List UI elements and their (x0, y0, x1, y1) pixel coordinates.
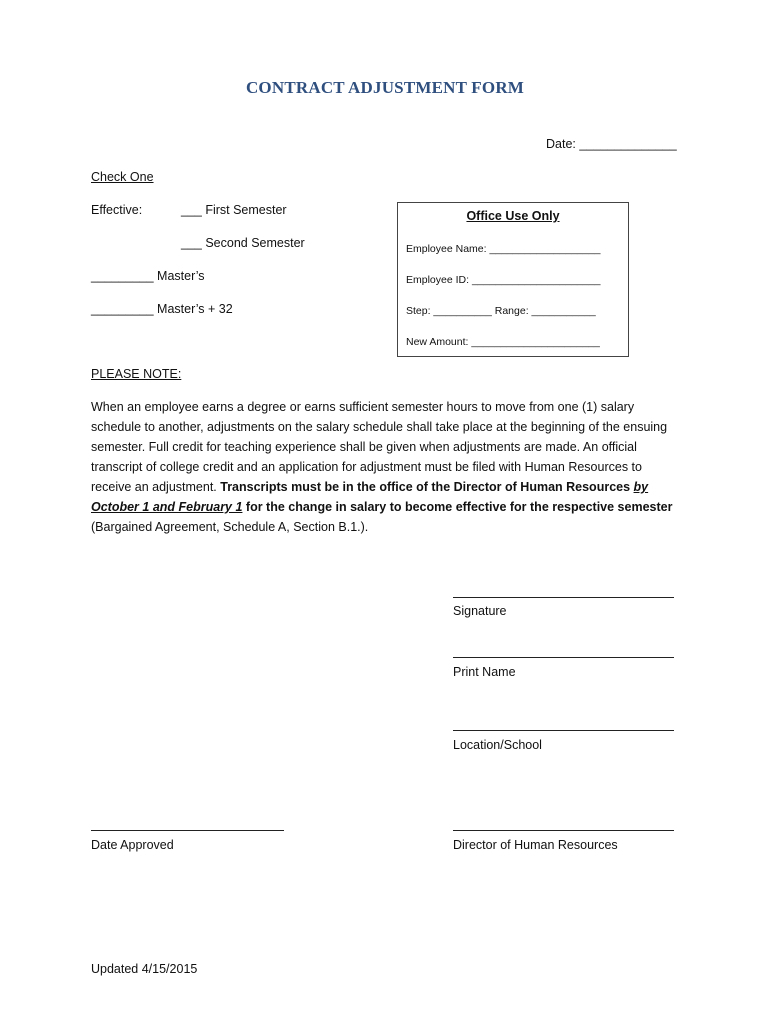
note-line: When an employee earns a degree or earns sufficient semester hours to move from one (1) salary (91, 400, 635, 414)
note-line (91, 497, 691, 517)
signature-label: Signature (453, 604, 507, 618)
director-label: Director of Human Resources (453, 838, 618, 852)
second-semester-option[interactable]: ___ Second Semester (181, 236, 305, 250)
note-bold-text: for the change in salary to become effective for the respective semester (242, 500, 673, 514)
employee-name-field[interactable]: Employee Name: ___________________ (406, 243, 601, 255)
office-use-box (397, 202, 629, 357)
note-paragraph (91, 397, 691, 537)
director-signature-line[interactable] (453, 830, 674, 831)
print-name-line[interactable] (453, 657, 674, 658)
date-approved-label: Date Approved (91, 838, 174, 852)
note-deadline-dates: October 1 and February 1 (91, 500, 243, 514)
note-bold-text: Transcripts must be in the office of the Director of Human Resources (220, 480, 634, 494)
note-line: schedule to another, adjustments on the salary schedule shall take place at the beginning of the ensuing (91, 420, 668, 434)
location-school-label: Location/School (453, 738, 542, 752)
date-field[interactable]: Date: ______________ (546, 137, 677, 151)
employee-id-field[interactable]: Employee ID: ______________________ (406, 274, 601, 286)
location-school-line[interactable] (453, 730, 674, 731)
note-text: receive an adjustment. (91, 480, 221, 494)
note-line: transcript of college credit and an application for adjustment must be filed with Human Resources to (91, 460, 642, 474)
first-semester-option[interactable]: ___ First Semester (181, 203, 287, 217)
office-use-title: Office Use Only (466, 209, 560, 223)
note-line (91, 477, 691, 497)
effective-label: Effective: (91, 203, 143, 217)
check-one-heading: Check One (91, 170, 154, 184)
note-line: semester. Full credit for teaching experience shall be given when adjustments are made. An official (91, 440, 637, 454)
signature-line[interactable] (453, 597, 674, 598)
new-amount-field[interactable]: New Amount: ______________________ (406, 336, 600, 348)
step-range-field[interactable]: Step: __________ Range: ___________ (406, 305, 596, 317)
updated-footer: Updated 4/15/2015 (91, 962, 198, 976)
print-name-label: Print Name (453, 665, 516, 679)
note-deadline-text: by (633, 480, 649, 494)
masters-plus-32-option[interactable]: _________ Master’s + 32 (91, 302, 233, 316)
form-title: CONTRACT ADJUSTMENT FORM (245, 78, 525, 97)
date-approved-line[interactable] (91, 830, 284, 831)
please-note-heading: PLEASE NOTE: (91, 367, 182, 381)
note-line: (Bargained Agreement, Schedule A, Section B.1.). (91, 520, 369, 534)
masters-option[interactable]: _________ Master’s (91, 269, 205, 283)
